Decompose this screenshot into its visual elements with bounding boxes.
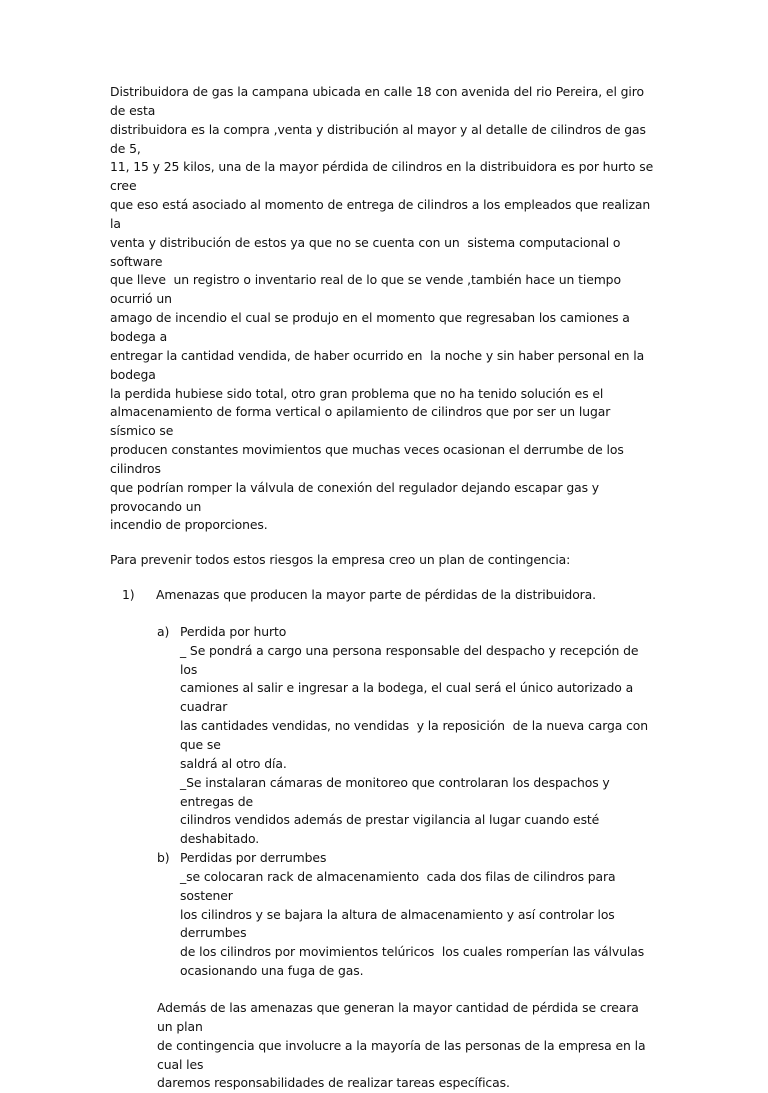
sub-item-a-letter: a) xyxy=(157,623,170,639)
document-page xyxy=(110,83,658,1093)
list-item-text: Amenazas que producen la mayor parte de pérdidas de la distribuidora. xyxy=(156,587,596,603)
sub-item-a-text: Perdida por hurto _ Se pondrá a cargo una persona responsable del despacho y recepción de los camiones al salir e ingresar a la bodega, el cual será el único autorizado a cuadrar las cantidades vendidas, no vendidas y la reposición de la nueva carga con que se saldrá al otro día. _Se instalaran cámaras de monitoreo que controlaran los despachos y entregas de cilindros vendidos además de prestar vigilancia al lugar cuando esté deshabitado. xyxy=(180,623,649,847)
body-paragraph: Distribuidora de gas la campana ubicada en calle 18 con avenida del rio Pereira, el giro de esta distribuidora es la compra ,venta y distribución al mayor y al detalle de cilindros de gas de 5, 11, 15 y 25 kilos, una de la mayor pérdida de cilindros en la distribuidora es por hurto se cree que eso está asociado al momento de entrega de cilindros a los empleados que realizan la venta y distribución de estos ya que no se cuenta con un sistema computacional o software que lleve un registro o inventario real de lo que se vende ,también hace un tiempo ocurrió un amago de incendio el cual se produjo en el momento que regresaban los camiones a bodega a entregar la cantidad vendida, de haber ocurrido en la noche y sin haber personal en la bodega la perdida hubiese sido total, otro gran problema que no ha tenido solución es el almacenamiento de forma vertical o apilamiento de cilindros que por ser un lugar sísmico se producen constantes movimientos que muchas veces ocasionan el derrumbe de los cilindros que podrían romper la válvula de conexión del regulador dejando escapar gas y provocando un incendio de proporciones. xyxy=(110,84,654,533)
intro-paragraph: Para prevenir todos estos riesgos la empresa creo un plan de contingencia: xyxy=(110,552,571,568)
list-number: 1) xyxy=(122,587,135,603)
sub-item-a xyxy=(110,623,658,849)
numbered-list-item xyxy=(110,586,658,605)
closing-paragraph: Además de las amenazas que generan la mayor cantidad de pérdida se creara un plan de contingencia que involucre a la mayoría de las personas de la empresa en la cual les daremos responsabilidades de realizar tareas específicas. xyxy=(157,999,646,1091)
sub-item-b-text: Perdidas por derrumbes _se colocaran rack de almacenamiento cada dos filas de cilindros para sostener los cilindros y se bajara la altura de almacenamiento y así controlar los derrumbes de los cilindros por movimientos telúricos los cuales romperían las válvulas ocasionando una fuga de gas. xyxy=(180,850,645,979)
sub-item-b-letter: b) xyxy=(157,850,170,866)
sub-item-b xyxy=(110,849,658,981)
